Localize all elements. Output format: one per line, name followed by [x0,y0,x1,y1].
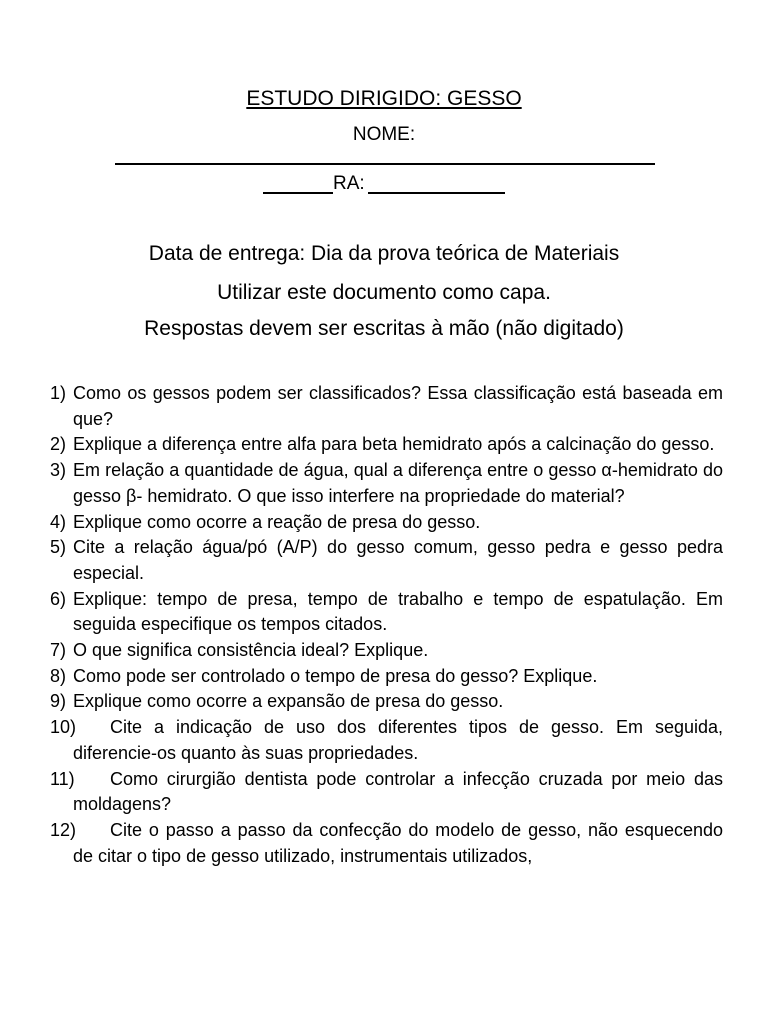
question-item [50,510,723,536]
question-number: 9) [50,691,67,712]
question-number: 10) [50,717,77,738]
question-number: 2) [50,434,67,455]
question-number: 6) [50,588,67,609]
question-text: O que significa consistência ideal? Explique. [73,640,429,661]
nome-blank-line [115,163,655,165]
question-number: 5) [50,537,67,558]
delivery-date-line: Data de entrega: Dia da prova teórica de Materiais [148,242,620,265]
question-number: 12) [50,819,77,840]
ra-row [0,172,768,196]
question-item [50,535,723,586]
question-item [50,381,723,432]
question-number: 4) [50,511,67,532]
question-item [50,689,723,715]
question-number: 7) [50,640,67,661]
document-title-text: ESTUDO DIRIGIDO: GESSO [246,87,522,110]
ra-label: RA: [333,173,365,194]
question-text: Explique a diferença entre alfa para beta hemidrato após a calcinação do gesso. [73,434,715,455]
nome-label: NOME: [352,124,416,145]
question-text: Em relação a quantidade de água, qual a diferença entre o gesso α-hemidrato do gesso β- hemidrato. O que isso interfere na propriedade do material? [73,460,723,506]
question-text: Cite o passo a passo da confecção do modelo de gesso, não esquecendo de citar o tipo de gesso utilizado, instrumentais utilizados, [73,819,723,866]
question-item [50,664,723,690]
document-title [0,87,768,111]
question-text: Explique como ocorre a expansão de presa do gesso. [73,691,504,712]
question-number: 8) [50,665,67,686]
question-number: 3) [50,460,67,481]
question-list [50,381,723,869]
question-text: Cite a relação água/pó (A/P) do gesso comum, gesso pedra e gesso pedra especial. [73,537,723,583]
question-text: Como pode ser controlado o tempo de presa do gesso? Explique. [73,665,598,686]
question-text: Como cirurgião dentista pode controlar a infecção cruzada por meio das moldagens? [73,768,723,815]
question-item [50,458,723,509]
question-number: 11) [50,768,75,789]
question-text: Explique: tempo de presa, tempo de trabalho e tempo de espatulação. Em seguida especifique os tempos citados. [73,588,723,635]
question-number: 1) [50,383,67,403]
handwritten-instruction-line: Respostas devem ser escritas à mão (não digitado) [144,317,624,340]
question-item [50,767,723,818]
cover-instruction-line: Utilizar este documento como capa. [217,281,551,304]
question-item [50,715,723,766]
ra-prefix-blank-line [263,192,333,194]
question-item [50,432,723,458]
question-item [50,638,723,664]
question-text: Como os gessos podem ser classificados? Essa classificação está baseada em que? [73,383,723,429]
question-item [50,587,723,638]
question-text: Explique como ocorre a reação de presa do gesso. [73,511,481,532]
question-text: Cite a indicação de uso dos diferentes tipos de gesso. Em seguida, diferencie-os quanto às suas propriedades. [73,717,723,763]
question-item [50,818,723,869]
ra-blank-line [368,192,505,194]
